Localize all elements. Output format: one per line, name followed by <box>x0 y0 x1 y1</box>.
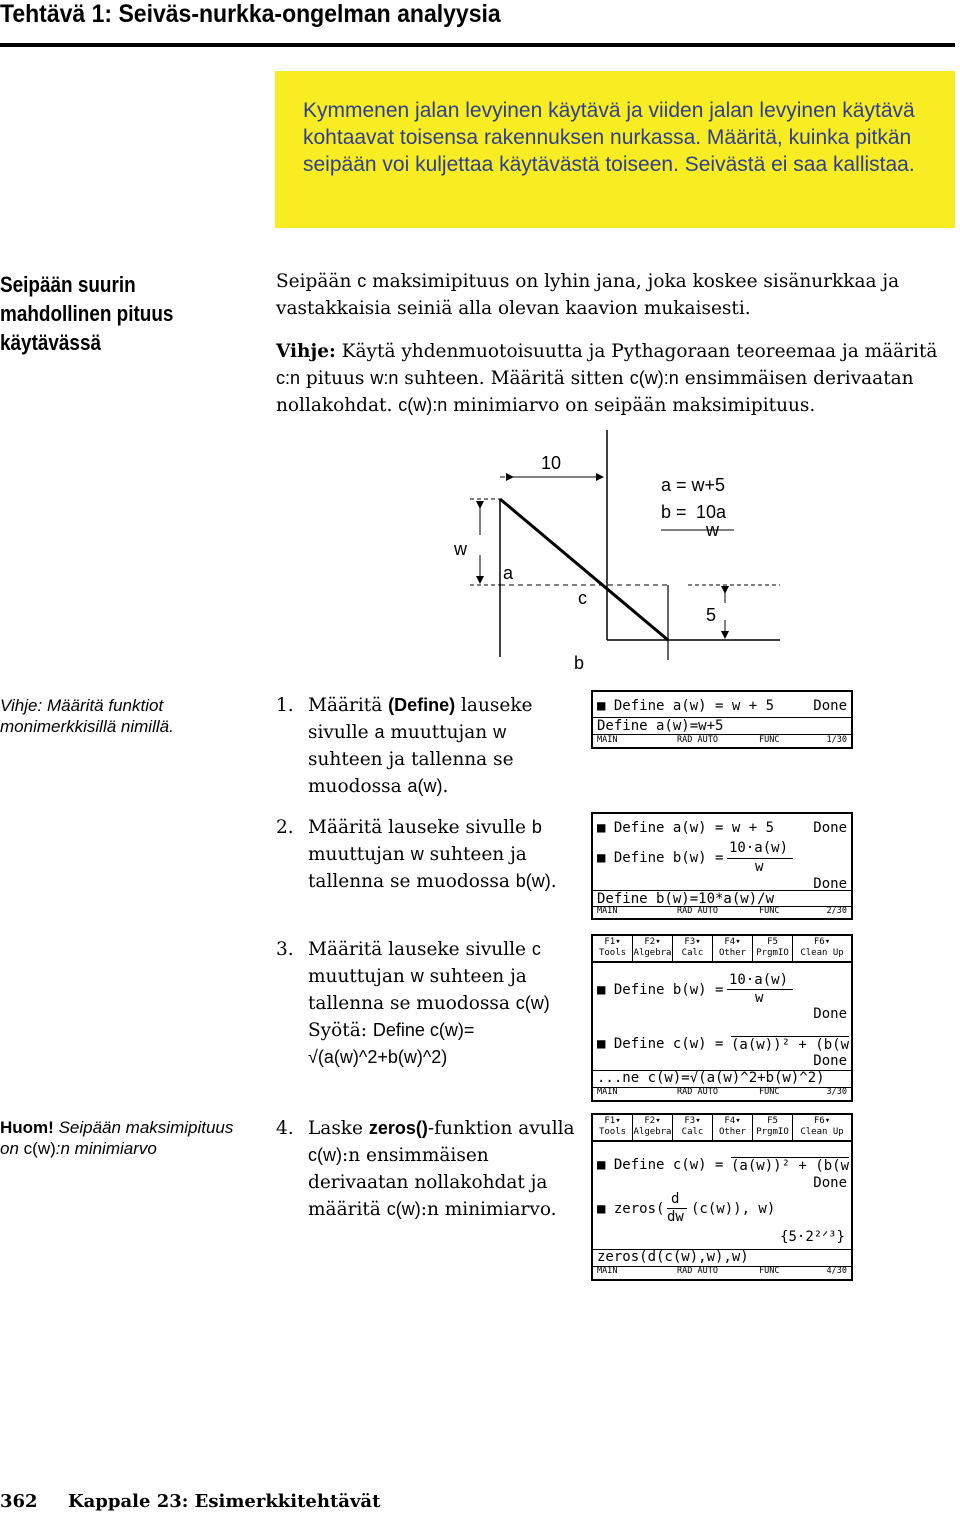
hint-variable: c(w):n <box>629 368 679 388</box>
toolbar-item-tools: F1▾ Tools <box>593 1115 633 1140</box>
toolbar-item-prgmio: F5 PrgmIO <box>753 936 793 961</box>
diagram-equation-a: a = w+5 <box>661 475 726 495</box>
section-heading-line: käytävässä <box>0 330 102 355</box>
sidenote-text: :n minimiarvo <box>55 1139 157 1158</box>
step-number: 3. <box>276 939 294 960</box>
sidenote-variable: c(w) <box>23 1139 56 1158</box>
hint-label: Vihje: <box>276 341 336 362</box>
sqrt-symbol-icon: √ <box>308 1047 318 1067</box>
section-heading-line: Seipään suurin <box>0 272 136 297</box>
pole-line <box>500 499 668 640</box>
corridor-diagram <box>440 425 800 680</box>
diagram-label-c: c <box>578 588 587 608</box>
hint-variable: w:n <box>370 368 399 388</box>
calculator-screen: F1▾ Tools F2▾ Algebra F3▾ Calc F4▾ Other F5 PrgmIO F6▾ Clean Up ■ Define c(w) = (a(w))² + (b(w Done ■ zeros( d dw (c(w)), w) {5·2²ᐟ³} zeros(d(c(w),w),w) MAIN RAD AUTO FUNC 4/30 <box>591 1113 853 1281</box>
hint-variable: c:n <box>276 368 301 388</box>
toolbar-item-cleanup: F6▾ Clean Up <box>800 1116 844 1137</box>
sidenote-text: Seipään maksimipituus on <box>0 1118 234 1158</box>
hint-text: minimiarvo on seipään maksimipituus. <box>453 395 816 416</box>
step-text: Määritä (Define) lauseke sivulle a muuttujan w suhteen ja tallenna se muodossa a(w). <box>308 695 533 797</box>
calculator-toolbar <box>593 936 851 963</box>
hint-text: Käytä yhdenmuotoisuutta ja Pythagoraan teoreemaa ja määritä <box>341 341 938 362</box>
calculator-screen: F1▾ Tools F2▾ Algebra F3▾ Calc F4▾ Other F5 PrgmIO F6▾ Clean Up ■ Define b(w) = 10·a(w) w Done ■ Define c(w) = (a(w))² + (b(w Done ...ne c(w)=√(a(w)^2+b(w)^2) MAIN RAD AUTO FUNC 3/30 <box>591 934 853 1102</box>
intro-text: Seipään <box>276 271 352 292</box>
toolbar-item-calc: F3▾ Calc <box>673 1115 713 1140</box>
toolbar-item-prgmio: F5 PrgmIO <box>753 1115 793 1140</box>
diagram-label-5: 5 <box>706 605 717 625</box>
diagram-equation-b-lhs: b = <box>661 502 687 522</box>
chapter-title: Kappale 23: Esimerkkitehtävät <box>68 1491 381 1512</box>
page-title: Tehtävä 1: Seiväs-nurkka-ongelman analyysia <box>0 0 501 28</box>
calculator-screen: ■ Define a(w) = w + 5 Done ■ Define b(w) = 10·a(w) w Done Define b(w)=10*a(w)/w MAIN RAD AUTO FUNC 2/30 <box>591 812 853 920</box>
step-number: 4. <box>276 1118 294 1139</box>
diagram-label-b: b <box>574 653 585 673</box>
step-number: 1. <box>276 695 294 716</box>
problem-text: Kymmenen jalan levyinen käytävä ja viiden jalan levyinen käytävä kohtaavat toisensa rakennuksen nurkassa. Määritä, kuinka pitkän seipään voi kuljettaa käytävästä toiseen. Seivästä ei saa kallistaa. <box>303 99 915 176</box>
diagram-label-10: 10 <box>541 453 562 473</box>
toolbar-item-other: F4▾ Other <box>713 1115 753 1140</box>
page-number: 362 <box>0 1491 38 1512</box>
hint-text: ensimmäisen derivaatan nollakohdat. <box>276 368 914 416</box>
section-heading-line: mahdollinen pituus <box>0 301 174 326</box>
problem-box <box>275 71 955 228</box>
step-text: Laske zeros()-funktion avulla c(w):n ensimmäisen derivaatan nollakohdat ja määritä c(w):n minimiarvo. <box>308 1118 575 1220</box>
step-text: Määritä lauseke sivulle b muuttujan w suhteen ja tallenna se muodossa b(w). <box>308 817 557 892</box>
hint-text: suhteen. Määritä sitten <box>404 368 624 389</box>
toolbar-item-algebra: F2▾ Algebra <box>633 936 673 961</box>
diagram-label-w: w <box>454 539 467 559</box>
sidenote-text: Määritä funktiot monimerkkisillä nimillä. <box>0 696 174 736</box>
title-rule <box>0 43 955 47</box>
step-number: 2. <box>276 817 294 838</box>
sidenote-hint <box>0 695 240 737</box>
toolbar-item-other: F4▾ Other <box>713 936 753 961</box>
intro-paragraph <box>276 268 956 322</box>
diagram-label-a: a <box>503 563 514 583</box>
toolbar-item-algebra: F2▾ Algebra <box>633 1115 673 1140</box>
diagram-equation-b-denominator: w <box>706 520 719 540</box>
calculator-screen: ■ Define a(w) = w + 5 Done Define a(w)=w+5 MAIN RAD AUTO FUNC 1/30 <box>591 690 853 749</box>
toolbar-item-calc: F3▾ Calc <box>673 936 713 961</box>
intro-variable: c <box>357 271 367 291</box>
diagram-equation-b-numerator: 10a <box>696 502 727 522</box>
sidenote-label: Vihje: <box>0 696 43 715</box>
calculator-toolbar <box>593 1115 851 1142</box>
sidenote-label: Huom! <box>0 1118 54 1137</box>
hint-paragraph <box>276 338 956 419</box>
section-heading <box>0 270 173 357</box>
step-text: Määritä lauseke sivulle c muuttujan w suhteen ja tallenna se muodossa c(w) Syötä: Define c(w)= √(a(w)^2+b(w)^2) <box>308 939 550 1067</box>
sidenote-note <box>0 1117 240 1159</box>
toolbar-item-tools: F1▾ Tools <box>593 936 633 961</box>
hint-text: pituus <box>305 368 365 389</box>
hint-variable: c(w):n <box>398 395 448 415</box>
intro-text: maksimipituus on lyhin jana, joka koskee sisänurkkaa ja vastakkaisia seiniä alla olevan kaavion mukaisesti. <box>276 271 900 319</box>
toolbar-item-cleanup: F6▾ Clean Up <box>800 937 844 958</box>
